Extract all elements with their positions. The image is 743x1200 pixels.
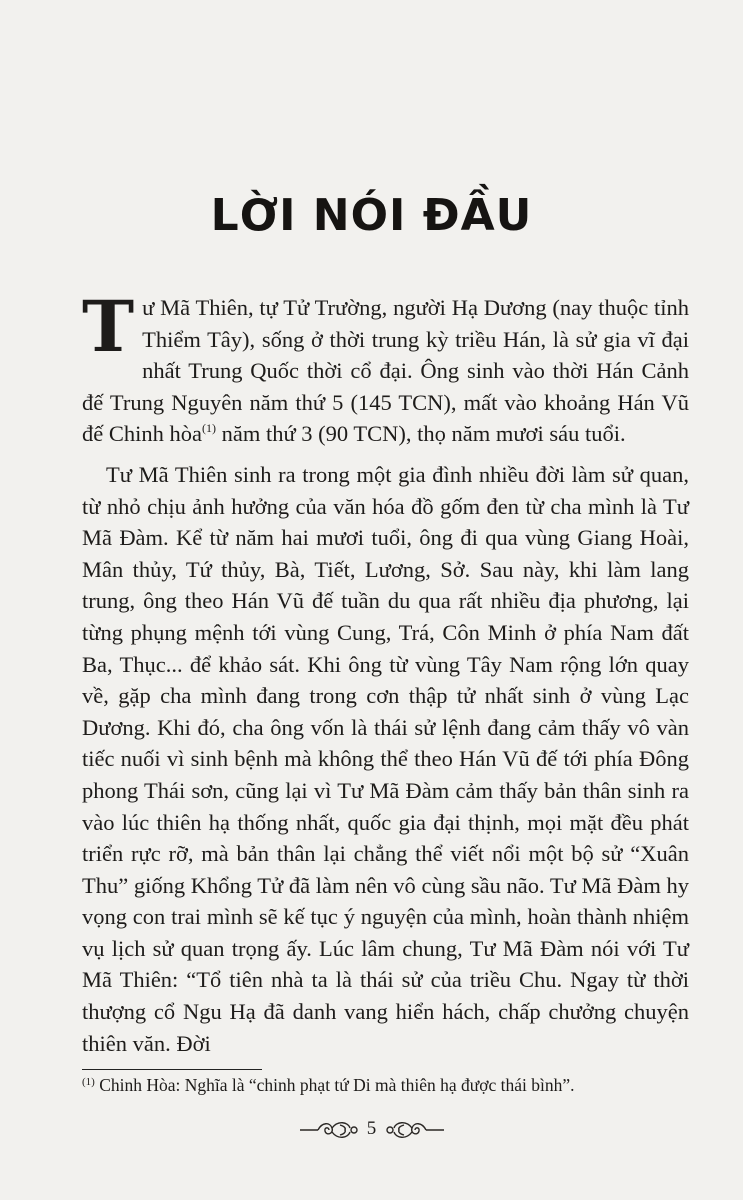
paragraph-1-text-cont: năm thứ 3 (90 TCN), thọ năm mươi sáu tuổi. — [215, 421, 626, 447]
footnote-text: Chinh Hòa: Nghĩa là “chinh phạt tứ Di mà thiên hạ được thái bình”. — [94, 1075, 575, 1095]
body-text — [82, 285, 689, 1068]
footnote-divider — [82, 1069, 262, 1070]
drop-cap: T — [82, 285, 135, 368]
paragraph-1-text: ư Mã Thiên, tự Tử Trường, người Hạ Dương (nay thuộc tỉnh Thiểm Tây), sống ở thời trung kỳ triều Hán, là sử gia vĩ đại nhất Trung Quốc thời cổ đại. Ông sinh vào thời Hán Cảnh đế Trung Nguyên năm thứ 5 (145 TCN), mất vào khoảng Hán Vũ đế Chinh hòa — [82, 295, 689, 447]
chapter-heading: LỜI NÓI ĐẦU — [210, 190, 533, 241]
paragraph-2: Tư Mã Thiên sinh ra trong một gia đình nhiều đời làm sử quan, từ nhỏ chịu ảnh hưởng của văn hóa đồ gốm đen từ cha mình là Tư Mã Đàm. Kể từ năm hai mươi tuổi, ông đi qua vùng Giang Hoài, Mân thủy, Tứ thủy, Bà, Tiết, Lương, Sở. Sau này, khi làm lang trung, ông theo Hán Vũ đế tuần du qua rất nhiều địa phương, lại từng phụng mệnh tới vùng Cung, Trá, Côn Minh ở phía Nam đất Ba, Thục... để khảo sát. Khi ông từ vùng Tây Nam rộng lớn quay về, gặp cha mình đang trong cơn thập tử nhất sinh ở vùng Lạc Dương. Khi đó, cha ông vốn là thái sử lệnh đang cảm thấy vô vàn tiếc nuối vì sinh bệnh mà không thể theo Hán Vũ đế tới phía Đông phong Thái sơn, cũng lại vì Tư Mã Đàm cảm thấy bản thân sinh ra vào lúc thiên hạ thống nhất, quốc gia đại thịnh, mọi mặt đều phát triển rực rỡ, mà bản thân lại chẳng thể viết nổi một bộ sử “Xuân Thu” giống Khổng Tử đã làm nên vô cùng sầu não. Tư Mã Đàm hy vọng con trai mình sẽ kế tục ý nguyện của mình, hoàn thành nhiệm vụ lịch sử quan trọng ấy. Lúc lâm chung, Tư Mã Đàm nói với Tư Mã Thiên: “Tổ tiên nhà ta là thái sử của triều Chu. Ngay từ thời thượng cổ Ngu Hạ đã danh vang hiển hách, chấp chưởng chuyện thiên văn. Đời — [82, 461, 689, 1056]
page-number-block — [0, 1116, 743, 1146]
page-number: 5 — [366, 1118, 377, 1139]
paragraph-1 — [82, 285, 689, 450]
scroll-flourish-icon — [384, 1116, 446, 1144]
footnote-marker: (1) — [82, 1076, 95, 1088]
footnote — [82, 1074, 692, 1096]
footnote-ref: (1) — [201, 421, 216, 436]
